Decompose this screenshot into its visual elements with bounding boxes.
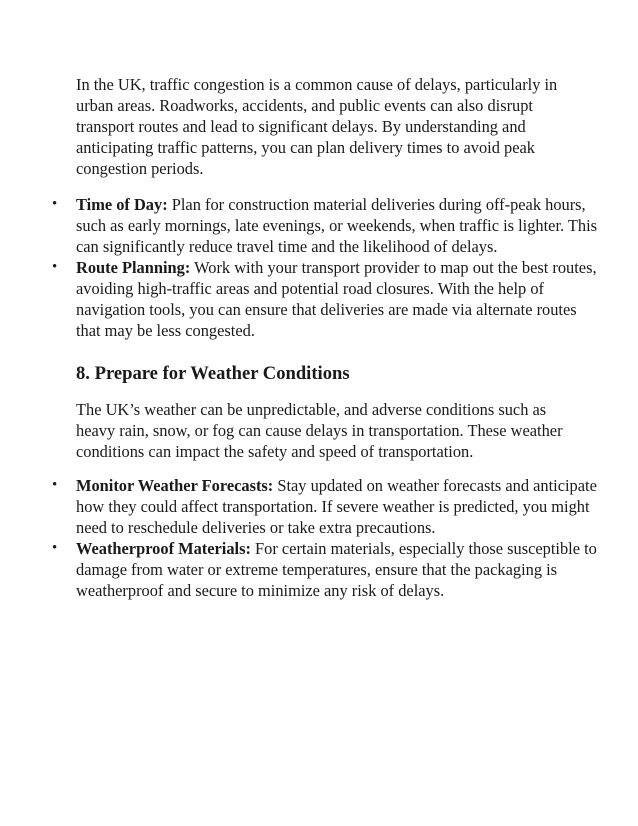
weather-tips-list: [0, 475, 600, 601]
bullet-marker: •: [52, 196, 58, 212]
list-item-text: Plan for construction material deliveries during off-peak hours, such as early mornings, late evenings, or weekends, when traffic is lighter. This can significantly reduce travel time and the likelihood of delays.: [76, 195, 598, 256]
weather-intro-paragraph: The UK’s weather can be unpredictable, and adverse conditions such as heavy rain, snow, or fog can cause delays in transportation. These weather conditions can impact the safety and speed of transportation.: [76, 400, 563, 461]
section-heading-weather: 8. Prepare for Weather Conditions: [76, 363, 350, 384]
list-item-text: Stay updated on weather forecasts and anticipate how they could affect transportation. If severe weather is predicted, you might need to reschedule deliveries or take extra precautions.: [76, 476, 597, 537]
list-item-text: Work with your transport provider to map out the best routes, avoiding high-traffic areas and potential road closures. With the help of navigation tools, you can ensure that deliveries are made via alternate routes that may be less congested.: [76, 258, 597, 340]
list-item-label: Time of Day:: [76, 195, 168, 214]
traffic-tips-list: [0, 194, 600, 341]
list-item-monitor-forecasts: [0, 475, 600, 538]
list-item-label: Route Planning:: [76, 258, 191, 277]
list-item-label: Monitor Weather Forecasts:: [76, 476, 274, 495]
list-item-label: Weatherproof Materials:: [76, 539, 251, 558]
list-item-text: For certain materials, especially those susceptible to damage from water or extreme temperatures, ensure that the packaging is weatherproof and secure to minimize any risk of delays.: [76, 539, 597, 600]
list-item-time-of-day: [0, 194, 600, 257]
traffic-intro-paragraph: In the UK, traffic congestion is a common cause of delays, particularly in urban areas. Roadworks, accidents, and public events can also disrupt transport routes and lead to significant delays. By understanding and anticipating traffic patterns, you can plan delivery times to avoid peak congestion periods.: [76, 75, 558, 178]
list-item-weatherproof-materials: [0, 538, 600, 601]
list-item-route-planning: [0, 257, 600, 341]
bullet-marker: •: [52, 259, 58, 275]
bullet-marker: •: [52, 477, 58, 493]
bullet-marker: •: [52, 540, 58, 556]
